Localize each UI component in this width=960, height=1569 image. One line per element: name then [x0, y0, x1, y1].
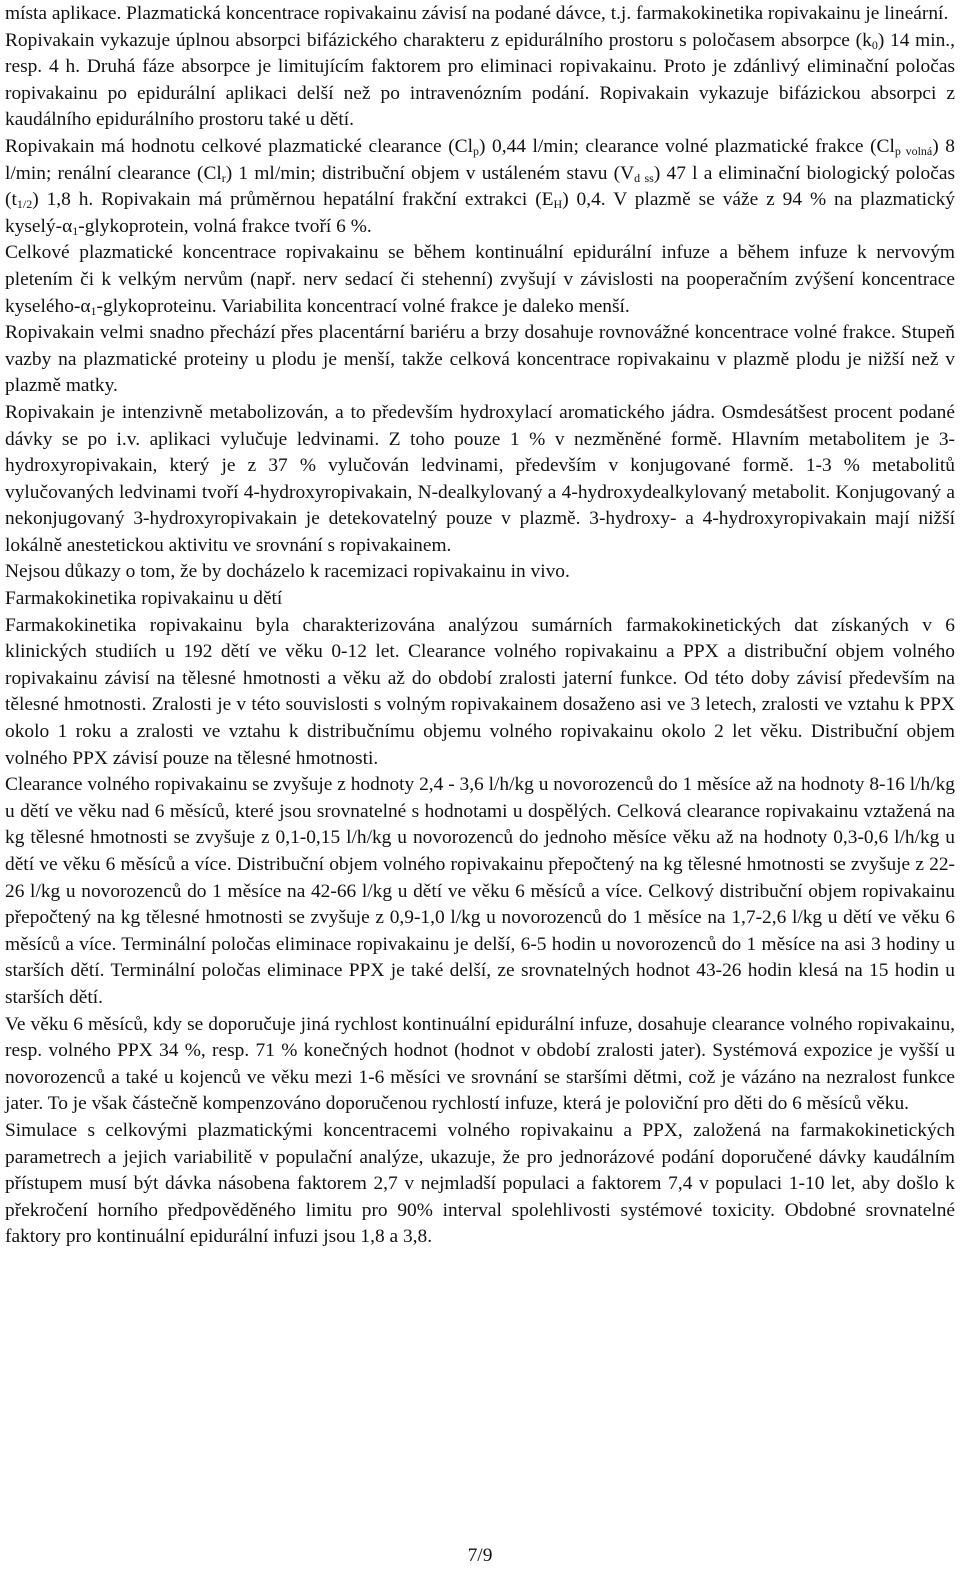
subscript: p — [473, 143, 479, 158]
paragraph-p1 — [5, 28, 955, 134]
text-run: Ropivakain má hodnotu celkové plazmatické clearance (Cl — [5, 135, 473, 157]
paragraph-p7 — [5, 586, 955, 613]
text-run: ) 0,44 l/min; clearance volné plazmatické frakce (Cl — [479, 135, 895, 157]
paragraph-p9 — [5, 772, 955, 1011]
subscript: H — [553, 197, 563, 212]
paragraph-p5 — [5, 400, 955, 560]
text-run: -glykoprotein, volná frakce tvoří 6 %. — [78, 215, 372, 237]
text-run: Clearance volného ropivakainu se zvyšuje z hodnoty 2,4 - 3,6 l/h/kg u novorozenců do 1 měsíce až na hodnoty 8-16 l/h/kg u dětí ve věku nad 6 měsíců, které jsou srovnatelné s hodnotami u dospělých. Celková clearance ropivakainu vztažená na kg tělesné hmotnosti se zvyšuje z 0,1-0,15 l/h/kg u novorozenců do jednoho měsíce věku až na hodnoty 0,3-0,6 l/h/kg u dětí ve věku 6 měsíců a více. Distribuční objem volného ropivakainu přepočtený na kg tělesné hmotnosti se zvyšuje z 22-26 l/kg u novorozenců do 1 měsíce na 42-66 l/kg u dětí ve věku 6 měsíců a více. Celkový distribuční objem ropivakainu přepočtený na kg tělesné hmotnosti se zvyšuje z 0,9-1,0 l/kg u novorozenců do 1 měsíce na 1,7-2,6 l/kg u dětí ve věku 6 měsíců a více. Terminální poločas eliminace ropivakainu je delší, 6-5 hodin u novorozenců do 1 měsíce na asi 3 hodiny u starších dětí. Terminální poločas eliminace PPX je také delší, ze srovnatelných hodnot 43-26 hodin klesá na 15 hodin u starších dětí. — [5, 774, 955, 1008]
subscript: 1/2 — [16, 197, 33, 212]
text-run: -glykoproteinu. Variabilita koncentrací volné frakce je daleko menší. — [96, 295, 630, 317]
paragraph-p11 — [5, 1118, 955, 1251]
subscript: r — [221, 170, 226, 185]
document-page — [5, 0, 955, 1251]
paragraph-p4 — [5, 320, 955, 400]
text-run: Farmakokinetika ropivakainu u dětí — [5, 588, 283, 610]
text-run: místa aplikace. Plazmatická koncentrace ropivakainu závisí na podané dávce, t.j. farmakokinetika ropivakainu je lineární. — [5, 3, 949, 24]
text-run: Ve věku 6 měsíců, kdy se doporučuje jiná rychlost kontinuální epidurální infuze, dosahuje clearance volného ropivakainu, resp. volného PPX 34 %, resp. 71 % konečných hodnot (hodnot v období zralosti jater). Systémová expozice je vyšší u novorozenců a také u kojenců ve věku mezi 1-6 měsíci ve srovnání se staršími dětmi, což je vázáno na nezralost funkce jater. To je však částečně kompenzováno doporučenou rychlostí infuze, která je poloviční pro děti do 6 měsíců věku. — [5, 1013, 955, 1115]
document-body — [5, 1, 955, 1251]
subscript: p volná — [894, 143, 933, 158]
paragraph-p0 — [5, 1, 955, 28]
subscript: 1 — [72, 223, 79, 238]
text-run: Simulace s celkovými plazmatickými koncentracemi volného ropivakainu a PPX, založená na farmakokinetických parametrech a jejich variabilitě v populační analýze, ukazuje, že pro jednorázové podání doporučené dávky kaudálním přístupem musí být dávka násobena faktorem 2,7 v nejmladší populaci a faktorem 7,4 v populaci 1-10 let, aby došlo k překročení horního předpověděného limitu pro 90% interval spolehlivosti systémové toxicity. Obdobné srovnatelné faktory pro kontinuální epidurální infuzi jsou 1,8 a 3,8. — [5, 1119, 955, 1248]
text-run: Nejsou důkazy o tom, že by docházelo k racemizaci ropivakainu in vivo. — [5, 561, 570, 583]
text-run: ) 8 l/min; renální clearance (Cl — [5, 135, 955, 184]
text-run: Celkové plazmatické koncentrace ropivakainu se během kontinuální epidurální infuze a během infuze k nervovým pletením či k velkým nervům (např. nerv sedací či stehenní) zvyšují v závislosti na pooperačním zvýšení koncentrace kyselého-α — [5, 242, 955, 317]
page-number: 7/9 — [467, 1545, 493, 1566]
text-run: Ropivakain velmi snadno přechází přes placentární bariéru a brzy dosahuje rovnovážné koncentrace volné frakce. Stupeň vazby na plazmatické proteiny u plodu je menší, takže celková koncentrace ropivakainu v plazmě plodu je nižší než v plazmě matky. — [5, 322, 955, 397]
paragraph-p2 — [5, 134, 955, 240]
paragraph-p10 — [5, 1012, 955, 1118]
text-run: ) 47 l a eliminační biologický poločas (t — [5, 162, 955, 211]
subscript: 1 — [90, 303, 97, 318]
paragraph-p6 — [5, 559, 955, 586]
text-run: ) 1 ml/min; distribuční objem v ustáleném stavu (V — [225, 162, 635, 184]
text-run: Farmakokinetika ropivakainu byla charakterizována analýzou sumárních farmakokinetických dat získaných v 6 klinických studiích u 192 dětí ve věku 0-12 let. Clearance volného ropivakainu a PPX a distribuční objem volného ropivakainu závisí na tělesné hmotnosti a věku až do období zralosti jaterní funkce. Od této doby závisí především na tělesné hmotnosti. Zralosti je v této souvislosti s volným ropivakainem dosaženo asi ve 3 letech, zralosti ve vztahu k PPX okolo 1 roku a zralosti ve vztahu k distribučnímu objemu volného ropivakainu okolo 2 let věku. Distribuční objem volného PPX závisí pouze na tělesné hmotnosti. — [5, 614, 955, 769]
text-run: Ropivakain je intenzivně metabolizován, a to především hydroxylací aromatického jádra. Osmdesátšest procent podané dávky se po i.v. aplikaci vylučuje ledvinami. Z toho pouze 1 % v nezměněné formě. Hlavním metabolitem je 3-hydroxyropivakain, který je z 37 % vylučován ledvinami, především v konjugované formě. 1-3 % metabolitů vylučovaných ledvinami tvoří 4-hydroxyropivakain, N-dealkylovaný a 4-hydroxydealkylovaný metabolit. Konjugovaný a nekonjugovaný 3-hydroxyropivakain je detekovatelný pouze v plazmě. 3-hydroxy- a 4-hydroxyropivakain mají nižší lokálně anestetickou aktivitu ve srovnání s ropivakainem. — [5, 401, 955, 556]
text-run: ) 1,8 h. Ropivakain má průměrnou hepatální frakční extrakci (E — [32, 189, 554, 211]
subscript: 0 — [871, 37, 878, 52]
text-run: Ropivakain vykazuje úplnou absorpci bifázického charakteru z epidurálního prostoru s poločasem absorpce (k — [5, 29, 872, 51]
text-run: ) 0,4. V plazmě se váže z 94 % na plazmatický kyselý-α — [5, 189, 955, 237]
subscript: d ss — [634, 170, 654, 185]
paragraph-p8 — [5, 613, 955, 773]
text-run: ) 14 min., resp. 4 h. Druhá fáze absorpce je limitujícím faktorem pro eliminaci ropivakainu. Proto je zdánlivý eliminační poločas ropivakainu po epidurální aplikaci delší než po intravenózním podání. Ropivakain vykazuje bifázickou absorpci z kaudálního epidurálního prostoru také u dětí. — [5, 29, 955, 131]
paragraph-p3 — [5, 240, 955, 320]
